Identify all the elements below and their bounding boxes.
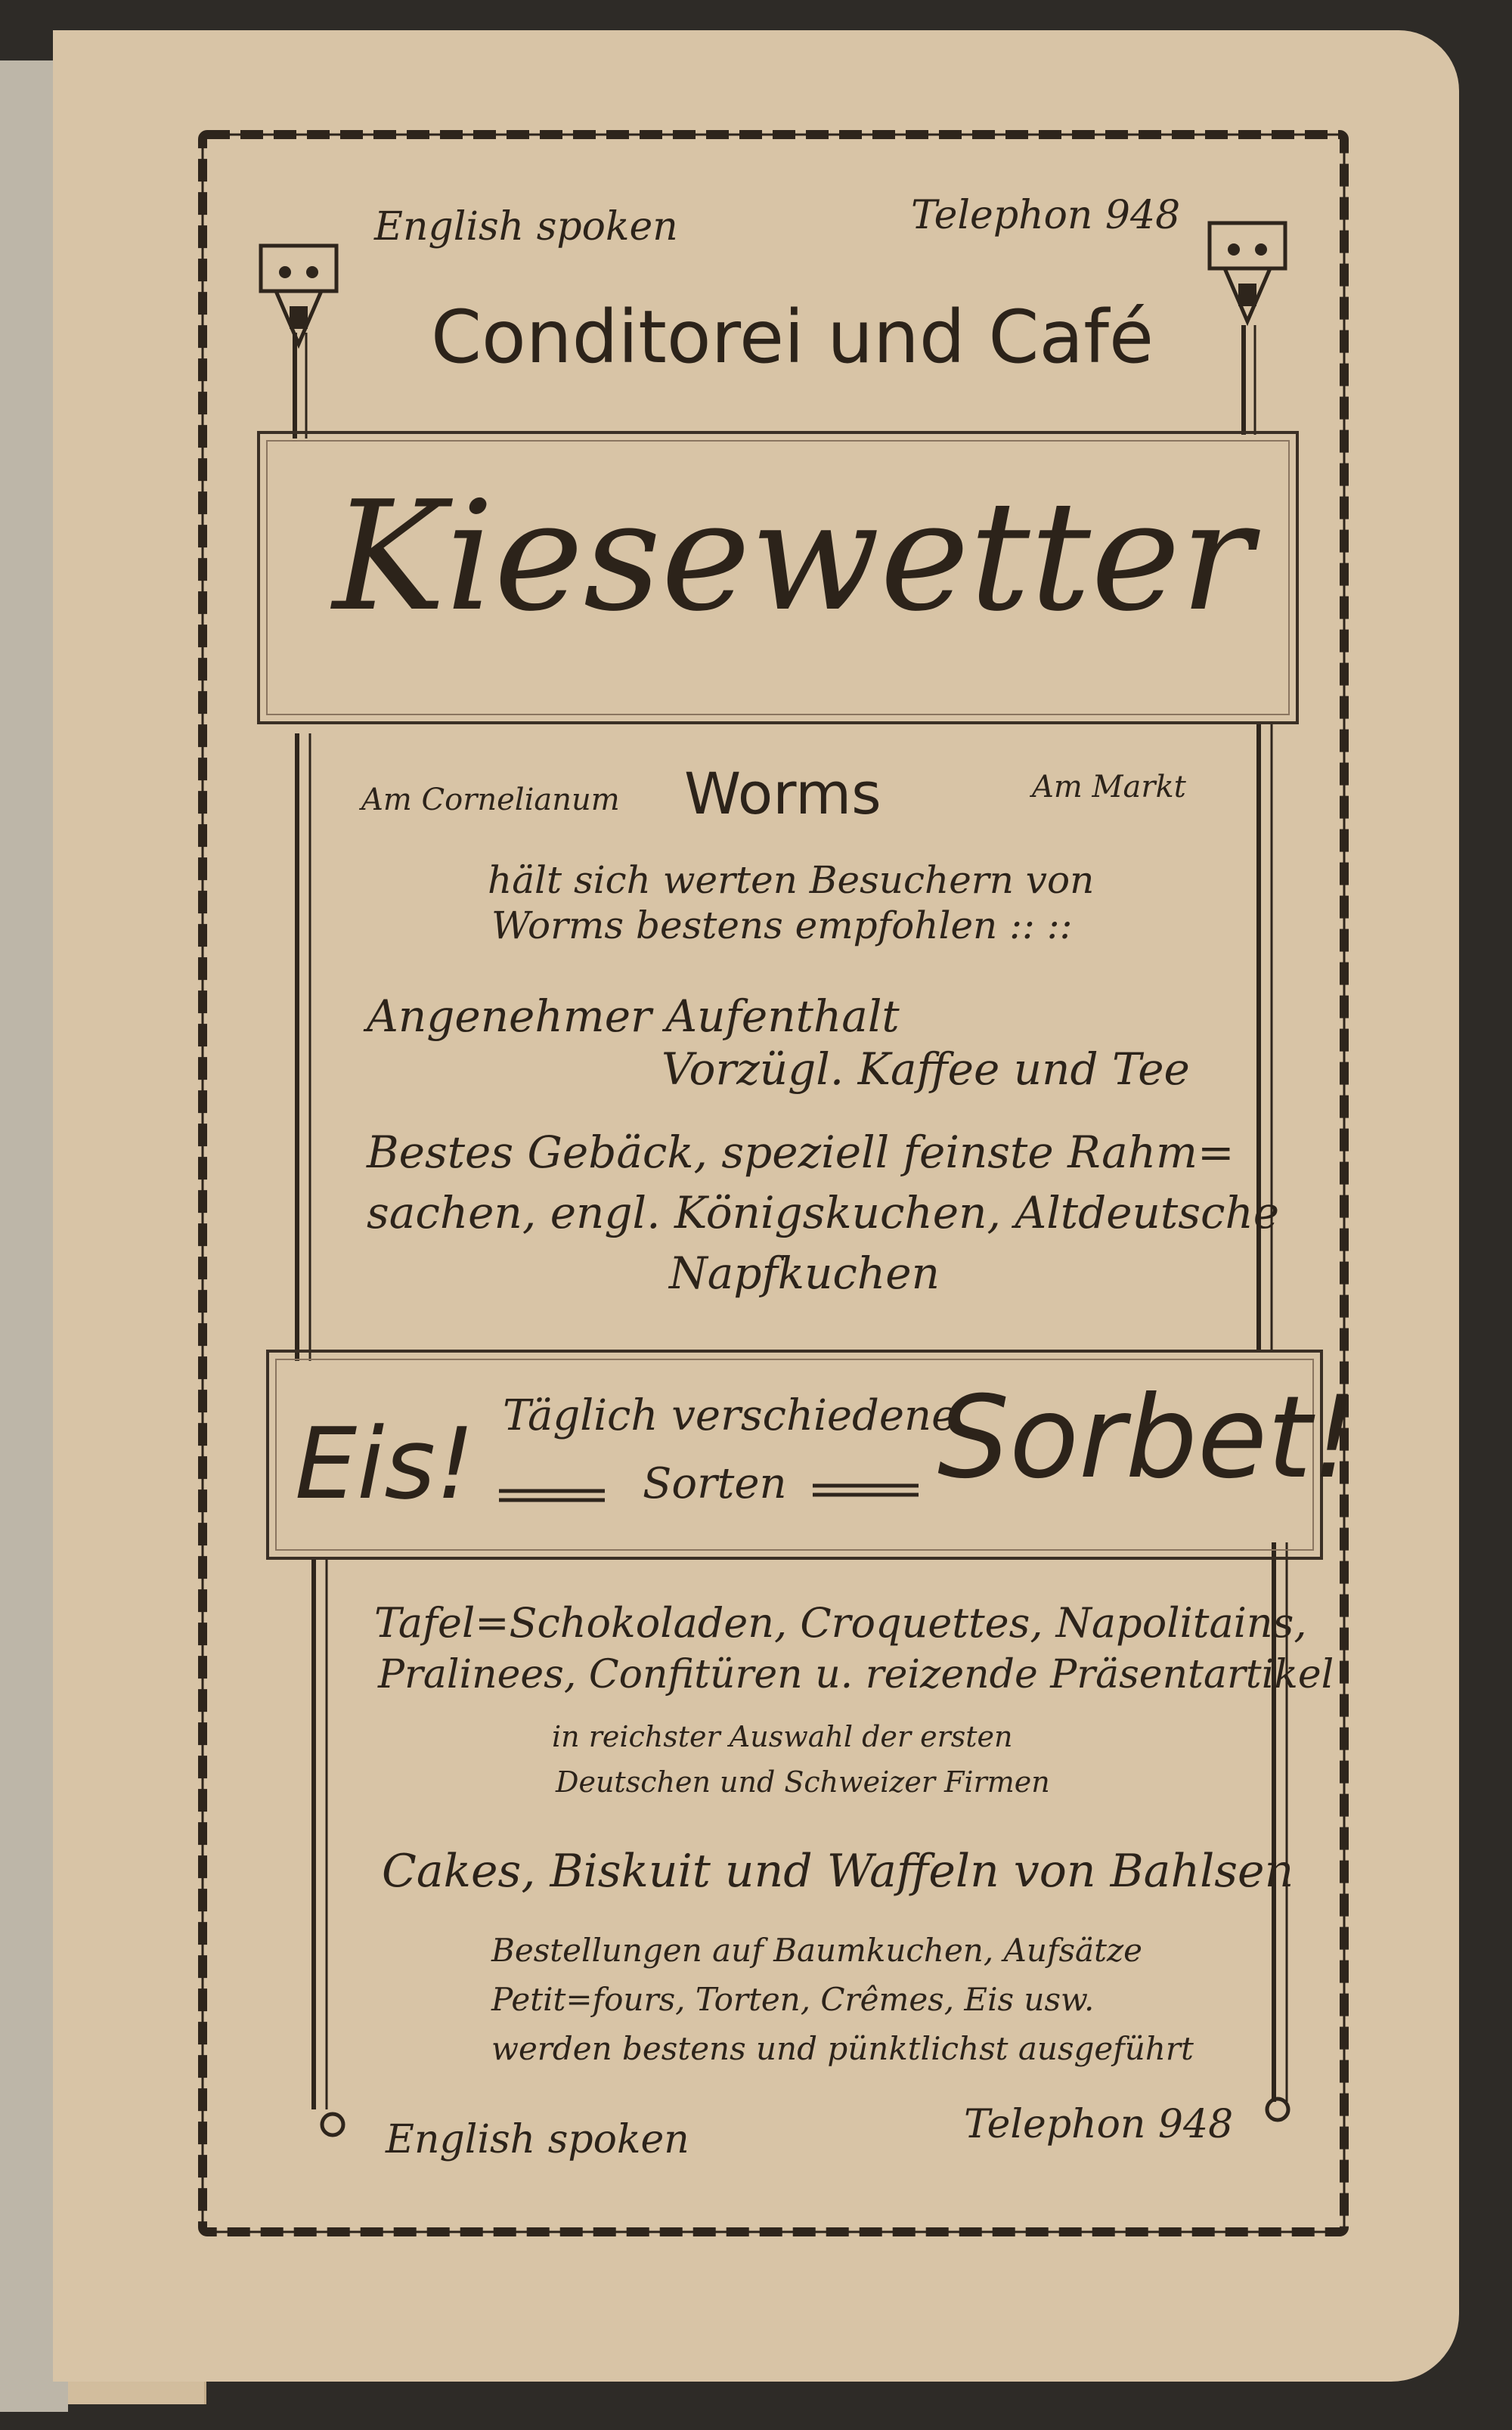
footer-telephone: Telephon 948 xyxy=(964,2102,1234,2147)
business-name: Kiesewetter xyxy=(333,469,1253,645)
feature-line3: Bestes Gebäck, speziell feinste Rahm= xyxy=(367,1127,1235,1178)
footer-english-spoken: English spoken xyxy=(386,2117,689,2162)
feature-line1: Angenehmer Aufenthalt xyxy=(367,990,900,1042)
ice-middle-line2: Sorten xyxy=(643,1459,787,1508)
feature-line2: Vorzügl. Kaffee und Tee xyxy=(662,1043,1190,1095)
orders-line3: werden bestens und pünktlichst ausgeführt xyxy=(491,2030,1194,2067)
products-cakes: Cakes, Biskuit und Waffeln von Bahlsen xyxy=(382,1845,1294,1898)
header-english-spoken: English spoken xyxy=(374,204,678,250)
business-type: Conditorei und Café xyxy=(431,295,1154,380)
location-city: Worms xyxy=(684,760,881,827)
ice-left: Eis! xyxy=(295,1406,476,1521)
intro-line1: hält sich werten Besuchern von xyxy=(488,858,1095,902)
intro-line2: Worms bestens empfohlen :: :: xyxy=(491,904,1073,947)
ice-middle-line1: Täglich verschiedene xyxy=(503,1391,957,1440)
orders-line2: Petit=fours, Torten, Crêmes, Eis usw. xyxy=(491,1981,1095,2018)
products-small2: Deutschen und Schweizer Firmen xyxy=(556,1765,1050,1799)
products-line2: Pralinees, Confitüren u. reizende Präsentartikel xyxy=(378,1652,1334,1697)
products-line1: Tafel=Schokoladen, Croquettes, Napolitains, xyxy=(374,1599,1307,1647)
location-right: Am Markt xyxy=(1032,770,1186,804)
ice-right: Sorbet! xyxy=(937,1372,1358,1504)
feature-line4: sachen, engl. Königskuchen, Altdeutsche xyxy=(367,1187,1280,1238)
products-small1: in reichster Auswahl der ersten xyxy=(552,1720,1013,1753)
header-telephone: Telephon 948 xyxy=(911,193,1181,238)
location-left: Am Cornelianum xyxy=(361,783,620,817)
orders-line1: Bestellungen auf Baumkuchen, Aufsätze xyxy=(491,1932,1142,1969)
feature-line5: Napfkuchen xyxy=(669,1248,940,1299)
